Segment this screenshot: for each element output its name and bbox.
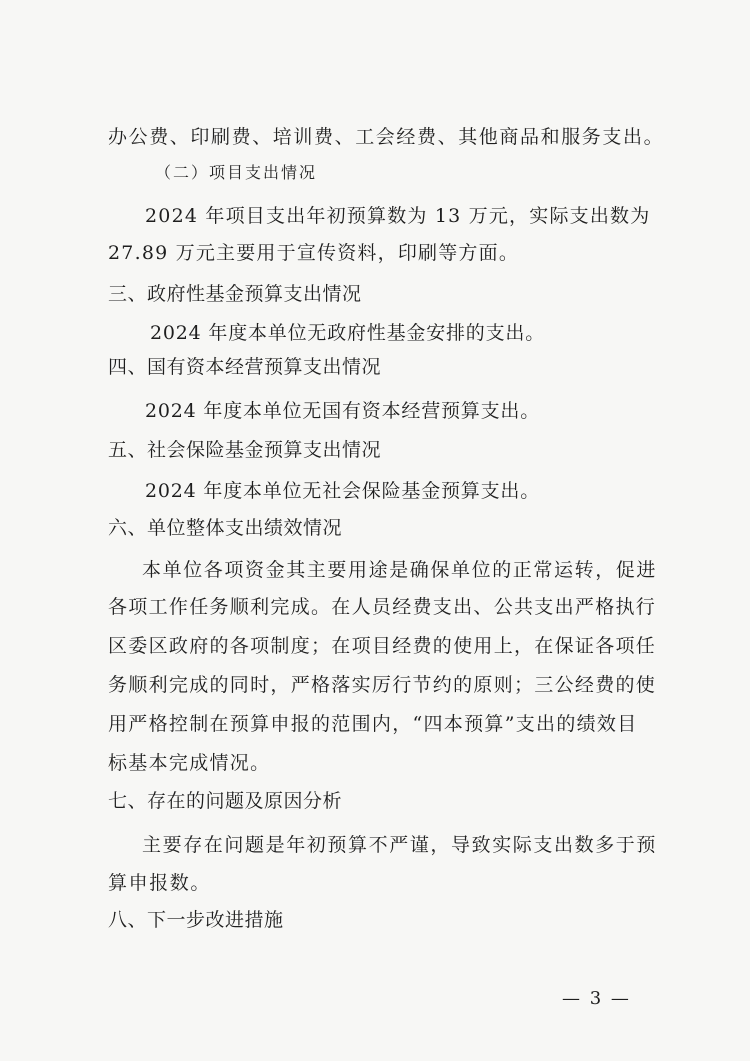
section-heading-6: 六、单位整体支出绩效情况	[108, 517, 343, 539]
body-line-expenses: 办公费、印刷费、培训费、工会经费、其他商品和服务支出。	[108, 126, 665, 148]
body-line-performance-6: 标基本完成情况。	[108, 752, 271, 774]
body-line-problem-1: 主要存在问题是年初预算不严谨，导致实际支出数多于预	[142, 834, 658, 856]
body-line-actual-spending: 27.89 万元主要用于宣传资料，印刷等方面。	[108, 242, 520, 264]
body-line-state-capital: 2024 年度本单位无国有资本经营预算支出。	[145, 400, 540, 422]
section-heading-4: 四、国有资本经营预算支出情况	[108, 356, 382, 378]
body-line-social-insurance: 2024 年度本单位无社会保险基金预算支出。	[145, 480, 540, 502]
body-line-performance-3: 区委区政府的各项制度；在项目经费的使用上，在保证各项任	[108, 635, 657, 657]
body-line-problem-2: 算申报数。	[108, 872, 212, 894]
body-line-project-budget: 2024 年项目支出年初预算数为 13 万元，实际支出数为	[145, 205, 651, 227]
section-heading-3: 三、政府性基金预算支出情况	[108, 283, 362, 305]
subheading-project-expenditure: （二）项目支出情况	[155, 163, 318, 182]
body-line-performance-2: 各项工作任务顺利完成。在人员经费支出、公共支出严格执行	[108, 596, 657, 618]
body-line-government-fund: 2024 年度本单位无政府性基金安排的支出。	[150, 322, 545, 344]
body-line-performance-4: 务顺利完成的同时，严格落实厉行节约的原则；三公经费的使	[108, 674, 657, 696]
section-heading-5: 五、社会保险基金预算支出情况	[108, 439, 382, 461]
body-line-performance-5: 用严格控制在预算申报的范围内，“四本预算”支出的绩效目	[108, 713, 638, 735]
page-number: — 3 —	[562, 988, 631, 1009]
body-line-performance-1: 本单位各项资金其主要用途是确保单位的正常运转，促进	[142, 559, 658, 581]
section-heading-7: 七、存在的问题及原因分析	[108, 790, 343, 812]
section-heading-8: 八、下一步改进措施	[108, 909, 284, 931]
